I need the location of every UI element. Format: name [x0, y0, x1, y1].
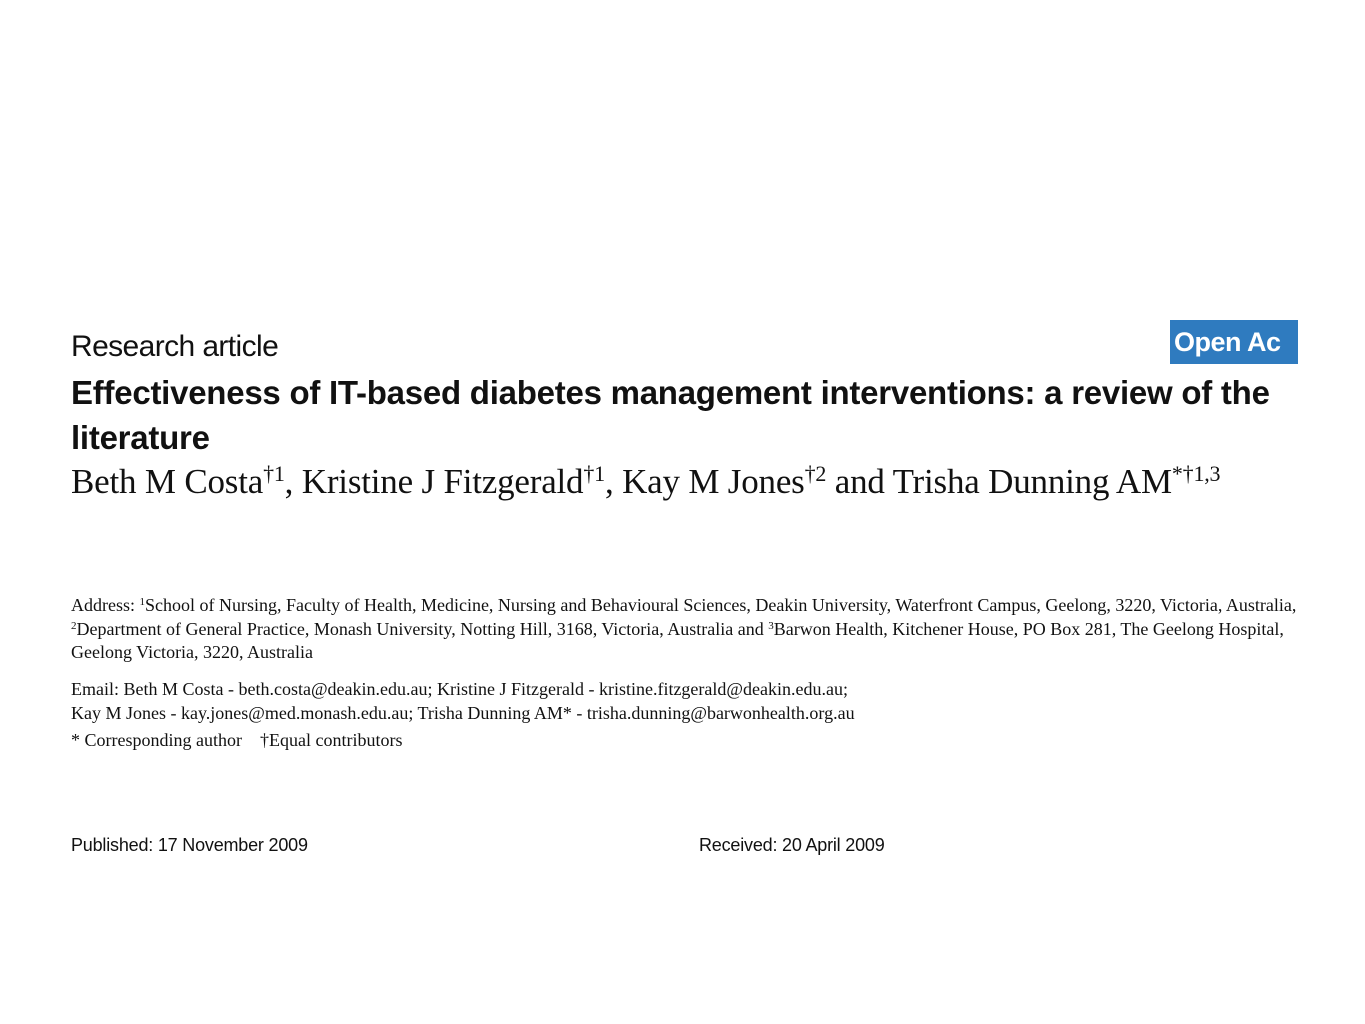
author-affiliation-marks: †1 — [263, 460, 285, 486]
affiliation-text: School of Nursing, Faculty of Health, Medicine, Nursing and Behavioural Sciences, Deakin University, Waterfront Campus, Geelong, 3220, Victoria, Australia, — [145, 595, 1297, 615]
author-separator: , — [604, 462, 623, 501]
received-date: Received: 20 April 2009 — [699, 835, 885, 855]
open-access-label: Open Ac — [1174, 327, 1281, 357]
corresponding-author-note: * Corresponding author — [71, 730, 242, 750]
affiliation-text: Barwon Health, Kitchener House, PO Box 281, The Geelong Hospital, Geelong Victoria, 3220, Australia — [71, 618, 1284, 662]
email-line: Kay M Jones - kay.jones@med.monash.edu.au; Trisha Dunning AM* - trisha.dunning@barwonhealth.org.au — [71, 702, 855, 723]
author-name: Beth M Costa — [71, 462, 264, 501]
author-name: Kay M Jones — [622, 462, 805, 501]
published-date: Published: 17 November 2009 — [71, 835, 308, 855]
author-affiliation-marks: †2 — [804, 460, 827, 486]
author-separator: , — [284, 462, 302, 501]
affiliation-number: 2 — [71, 619, 77, 632]
author-affiliation-marks: †1 — [583, 460, 605, 486]
affiliation-number: 1 — [139, 595, 145, 608]
affiliation-number: 3 — [768, 619, 774, 632]
article-type-label: Research article — [71, 330, 279, 363]
author-addresses — [71, 594, 1301, 665]
article-title: Effectiveness of IT-based diabetes management interventions: a review of the literature — [71, 374, 1270, 456]
author-name: Trisha Dunning AM — [892, 462, 1172, 501]
affiliation-text: Department of General Practice, Monash University, Notting Hill, 3168, Victoria, Australia and — [76, 618, 769, 639]
open-access-badge — [1170, 320, 1298, 364]
author-list — [71, 460, 1301, 504]
equal-contributors-note: †Equal contributors — [259, 730, 403, 750]
address-label: Address: — [71, 595, 140, 615]
author-emails — [71, 678, 1301, 725]
author-name: Kristine J Fitzgerald — [301, 462, 584, 501]
author-affiliation-marks: *†1,3 — [1171, 460, 1221, 486]
footnotes — [71, 729, 1301, 753]
email-line: Email: Beth M Costa - beth.costa@deakin.edu.au; Kristine J Fitzgerald - kristine.fitzgerald@deakin.edu.au; — [71, 679, 848, 699]
author-separator: and — [826, 462, 893, 501]
